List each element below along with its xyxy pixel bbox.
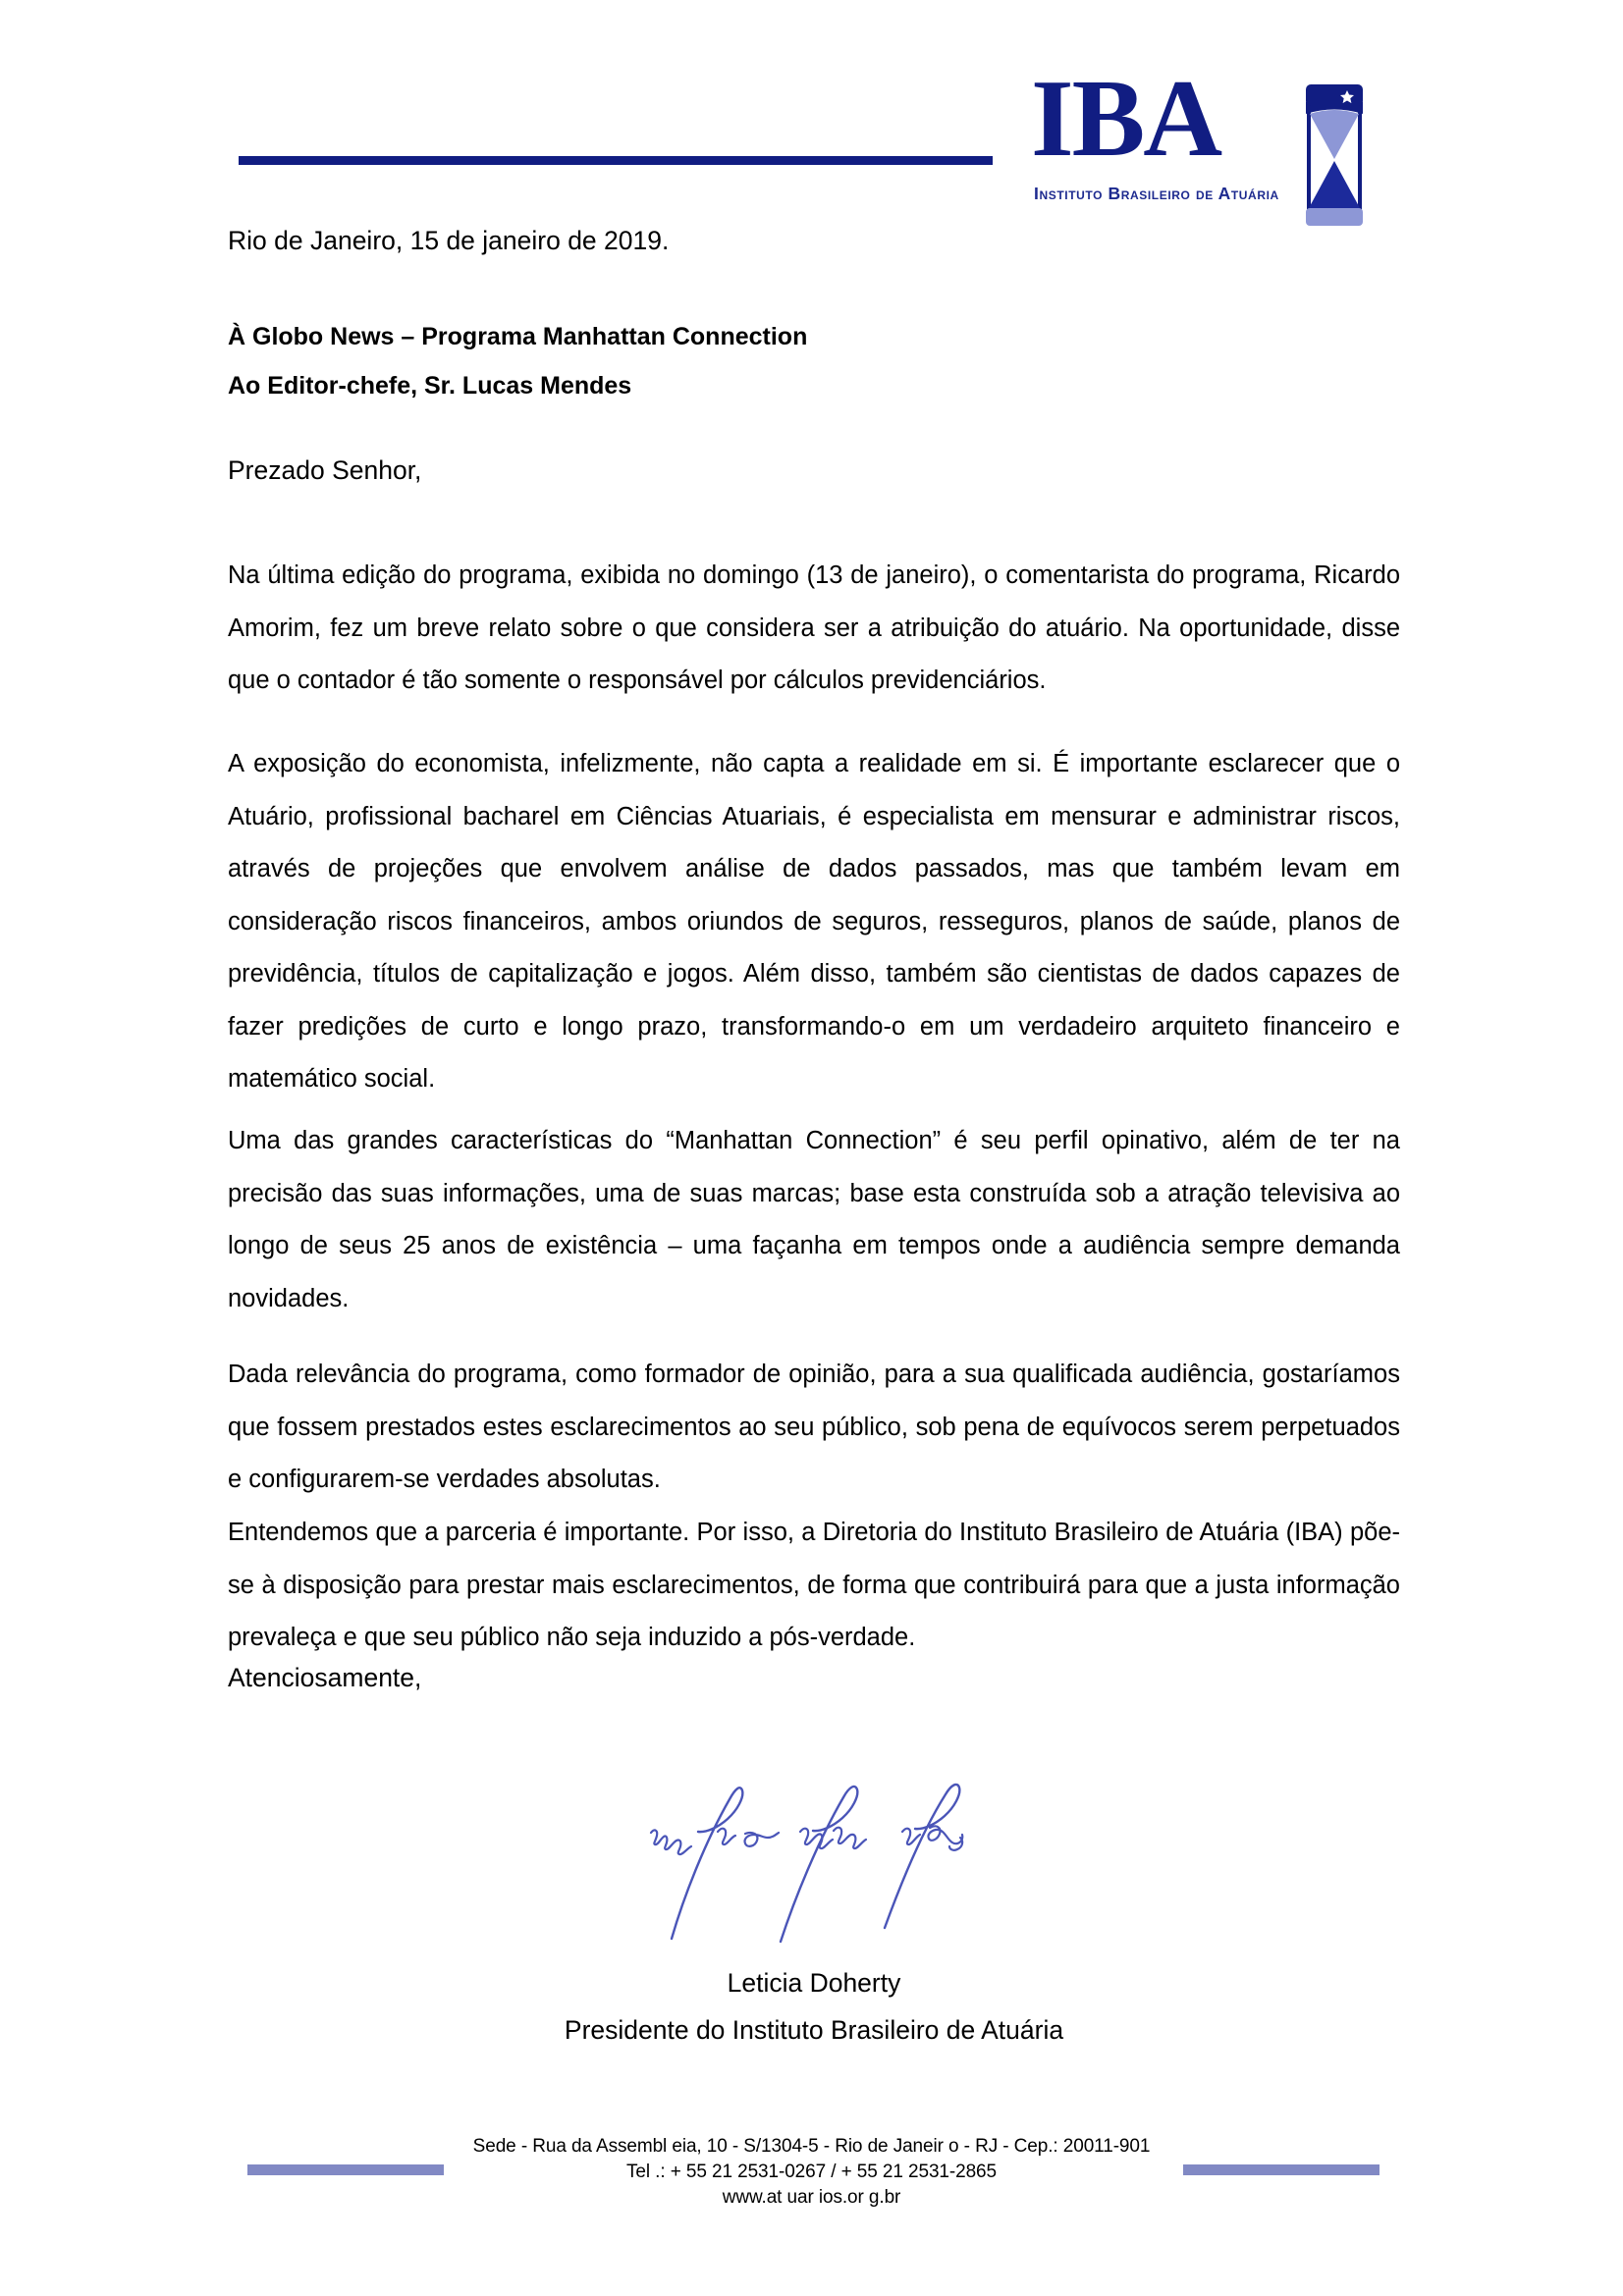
footer-website[interactable]: www.at uar ios.or g.br <box>722 2187 901 2208</box>
hourglass-icon <box>1304 82 1365 228</box>
handwritten-signature <box>616 1767 1028 1949</box>
addressee-line-1: À Globo News – Programa Manhattan Connection <box>228 323 808 350</box>
paragraph-4: Dada relevância do programa, como formador de opinião, para a sua qualificada audiência, gostaríamos que fossem prestados estes esclarecimentos ao seu público, sob pena de equívocos serem perpetuados e configurarem-se verdades absolutas. <box>228 1361 1400 1493</box>
page-header <box>0 0 1623 245</box>
footer-phone: Tel .: + 55 21 2531-0267 / + 55 21 2531-2865 <box>626 2162 997 2182</box>
logo-wordmark: IBA <box>1031 58 1221 180</box>
date-line: Rio de Janeiro, 15 de janeiro de 2019. <box>228 226 670 255</box>
paragraph-2: A exposição do economista, infelizmente, não capta a realidade em si. É importante esclarecer que o Atuário, profissional bacharel em Ciências Atuariais, é especialista em mensurar e administrar riscos, através de projeções que envolvem análise de dados passados, mas que também levam em consideração riscos financeiros, ambos oriundos de seguros, resseguros, planos de saúde, planos de previdência, títulos de capitalização e jogos. Além disso, também são cientistas de dados capazes de fazer predições de curto e longo prazo, transformando-o em um verdadeiro arquiteto financeiro e matemático social. <box>228 750 1400 1093</box>
closing-line: Atenciosamente, <box>228 1663 422 1692</box>
header-rule <box>239 156 993 165</box>
addressee-block <box>228 312 807 410</box>
footer-contact-info <box>0 2134 1623 2211</box>
iba-logo <box>1011 58 1404 238</box>
paragraph-5: Entendemos que a parceria é importante. Por isso, a Diretoria do Instituto Brasileiro de Atuária (IBA) põe-se à disposição para prestar mais esclarecimentos, de forma que contribuirá para que a justa informação prevaleça e que seu público não seja induzido a pós-verdade. <box>228 1519 1400 1651</box>
signer-title: Presidente do Instituto Brasileiro de Atuária <box>564 2015 1064 2045</box>
footer-address: Sede - Rua da Assembl eia, 10 - S/1304-5 - Rio de Janeir o - RJ - Cep.: 20011-901 <box>472 2136 1151 2157</box>
paragraph-3: Uma das grandes características do “Manhattan Connection” é seu perfil opinativo, além de ter na precisão das suas informações, uma de suas marcas; base esta construída sob a atração televisiva ao longo de seus 25 anos de existência – uma façanha em tempos onde a audiência sempre demanda novidades. <box>228 1127 1400 1312</box>
addressee-line-2: Ao Editor-chefe, Sr. Lucas Mendes <box>228 372 632 400</box>
logo-subtitle: Instituto Brasileiro de Atuária <box>1034 184 1279 203</box>
signer-block <box>228 1959 1400 2054</box>
salutation: Prezado Senhor, <box>228 455 422 485</box>
paragraph-1: Na última edição do programa, exibida no domingo (13 de janeiro), o comentarista do programa, Ricardo Amorim, fez um breve relato sobre o que considera ser a atribuição do atuário. Na oportunidade, disse que o contador é tão somente o responsável por cálculos previdenciários. <box>228 561 1400 694</box>
signer-name: Leticia Doherty <box>727 1968 901 1998</box>
